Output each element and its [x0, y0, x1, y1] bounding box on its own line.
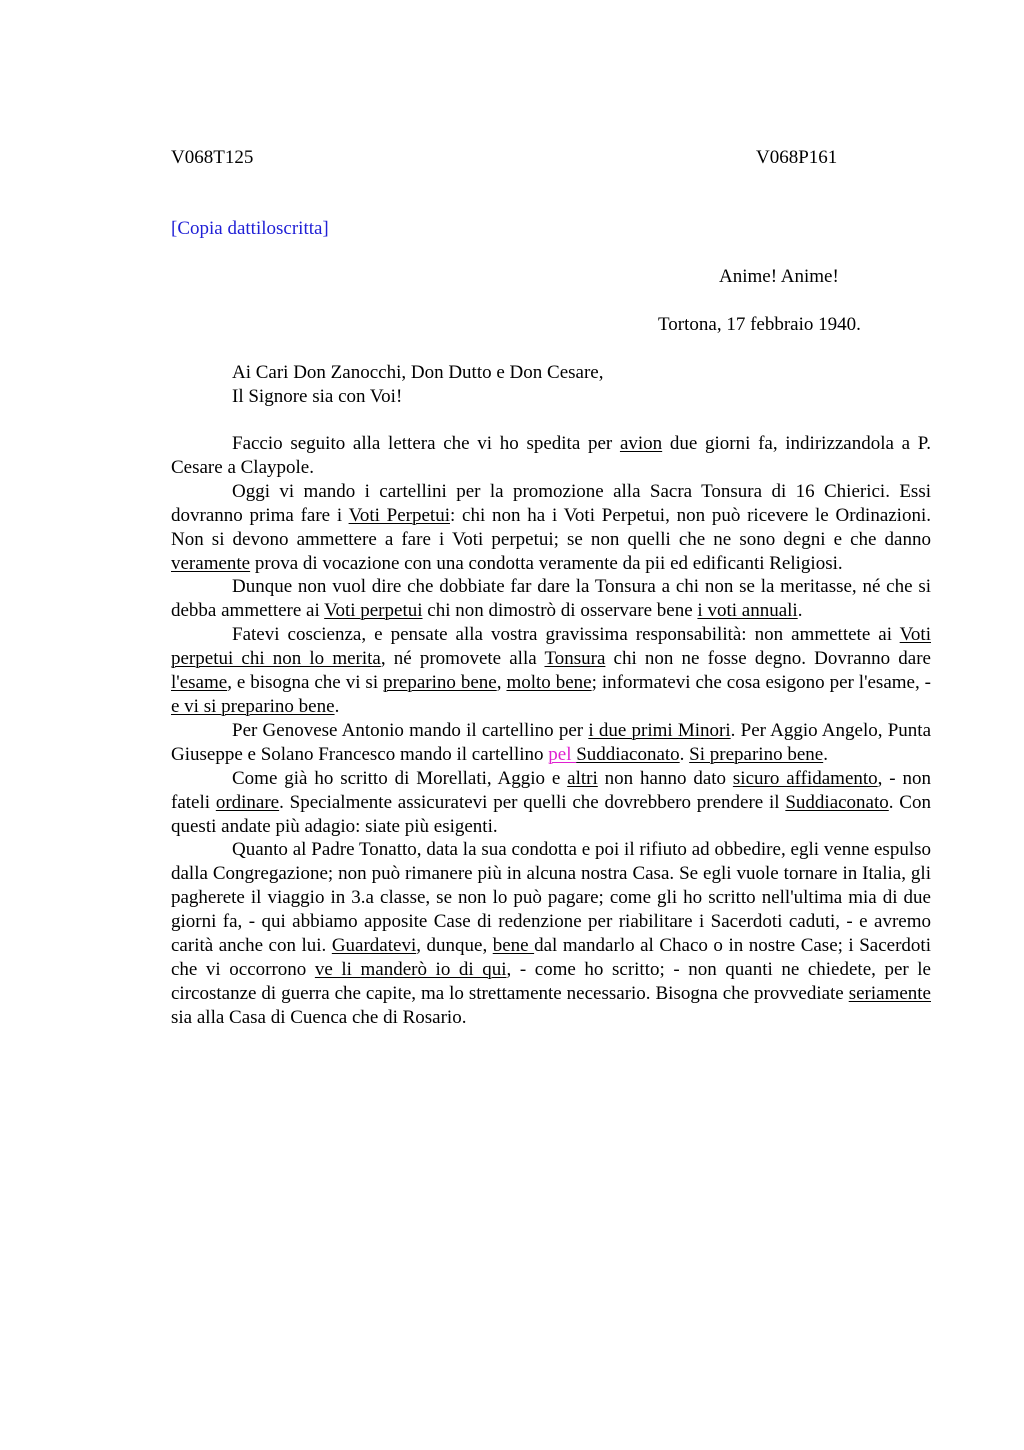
- underlined-text: Voti Perpetui: [348, 504, 450, 526]
- document-code-left: V068T125: [171, 147, 254, 168]
- document-code-right: V068P161: [756, 147, 838, 168]
- letter-paragraph: [171, 432, 931, 480]
- underlined-text: ve li manderò io di qui: [314, 958, 507, 980]
- paragraph-text: : chi non ha i Voti Perpetui, non può ricevere le Ordinazioni. Non si devono ammettere a fare i Voti perpetui; se non quelli che ne sono degni e che danno: [171, 504, 931, 550]
- letter-paragraph: [171, 767, 931, 839]
- paragraph-text: dal mandarlo al Chaco o in nostre Case; i Sacerdoti che vi occorrono: [171, 935, 931, 980]
- letter-dateline: Tortona, 17 febbraio 1940.: [658, 314, 861, 335]
- underlined-text: altri: [567, 767, 598, 789]
- underlined-text: seriamente: [848, 982, 931, 1004]
- paragraph-text: , né promovete alla: [380, 648, 545, 670]
- underlined-text: Guardatevi: [331, 935, 417, 957]
- salutation-line: Ai Cari Don Zanocchi, Don Dutto e Don Cesare,: [232, 362, 604, 383]
- underlined-text: Voti perpetui: [324, 600, 423, 622]
- paragraph-text: sia alla Casa di Cuenca che di Rosario.: [171, 1006, 467, 1028]
- paragraph-text: , - non fateli: [171, 767, 931, 813]
- letter-paragraph: [171, 838, 931, 1029]
- underlined-text: bene: [492, 935, 535, 957]
- underlined-text: Tonsura: [544, 648, 606, 670]
- paragraph-text: .: [797, 600, 803, 622]
- letter-body: [171, 432, 931, 1030]
- paragraph-text: ,: [496, 672, 507, 694]
- letter-paragraph: [171, 575, 931, 623]
- paragraph-text: .: [823, 743, 828, 765]
- underlined-text: avion: [619, 433, 663, 454]
- paragraph-text: Quanto al Padre Tonatto, data la sua condotta e poi il rifiuto ad obbedire, egli venne espulso dalla Congregazione; non può rimanere più in alcuna nostra Casa. Se egli vuole tornare in Italia, gli pagherete il viaggio in 3.a classe, se non lo può pagare; come gli ho scritto nell'ultima mia di due giorni fa, - qui abbiamo apposite Case di redenzione per riabilitare i Sacerdoti caduti, - e avremo carità anche con lui.: [171, 839, 931, 957]
- underlined-text: Suddiaconato: [785, 791, 889, 813]
- paragraph-text: Oggi vi mando i cartellini per la promozione alla Sacra Tonsura di 16 Chierici. Essi dovranno prima fare i: [171, 480, 931, 526]
- letter-paragraph: [171, 719, 931, 767]
- paragraph-text: , e bisogna che vi si: [227, 672, 384, 694]
- paragraph-text: Dunque non vuol dire che dobbiate far dare la Tonsura a chi non se la meritasse, né che si debba ammettere ai: [171, 576, 931, 622]
- paragraph-text: , dunque,: [416, 935, 493, 957]
- copy-note: [Copia dattiloscritta]: [171, 218, 329, 239]
- underlined-text: Voti perpetui chi non lo merita: [171, 624, 931, 670]
- paragraph-text: . Per Aggio Angelo, Punta Giuseppe e Solano Francesco mando il cartellino: [171, 719, 931, 765]
- paragraph-text: non hanno dato: [597, 767, 733, 789]
- underlined-text: l'esame: [171, 672, 228, 694]
- paragraph-text: , - come ho scritto; - non quanti ne chiedete, per le circostanze di guerra che capite, ma lo strettamente necessario. Bisogna che provvediate: [171, 958, 931, 1004]
- paragraph-text: . Specialmente assicuratevi per quelli che dovrebbero prendere il: [279, 791, 786, 813]
- underlined-text: ordinare: [215, 791, 280, 813]
- paragraph-text: Faccio seguito alla lettera che vi ho spedita per: [232, 433, 620, 454]
- underlined-text: i due primi Minori: [588, 719, 731, 741]
- paragraph-text: chi non ne fosse degno. Dovranno dare: [605, 648, 931, 670]
- letter-paragraph: [171, 480, 931, 576]
- underlined-text: Suddiaconato: [576, 743, 680, 765]
- paragraph-text: chi non dimostrò di osservare bene: [422, 600, 698, 622]
- paragraph-text: ; informatevi che cosa esigono per l'esame, -: [591, 672, 932, 694]
- paragraph-text: Per Genovese Antonio mando il cartellino per: [232, 719, 589, 741]
- letter-salutation: [232, 361, 603, 409]
- paragraph-text: Come già ho scritto di Morellati, Aggio e: [232, 767, 568, 789]
- underlined-text: e vi si preparino bene: [171, 695, 335, 717]
- underlined-text: molto bene: [506, 672, 592, 694]
- underlined-text: i voti annuali: [697, 600, 798, 622]
- salutation-line: Il Signore sia con Voi!: [232, 386, 403, 407]
- paragraph-text: .: [334, 695, 340, 717]
- underlined-text: veramente: [171, 552, 251, 574]
- paragraph-text: . Con questi andate più adagio: siate più esigenti.: [171, 791, 931, 837]
- paragraph-text: .: [679, 743, 690, 765]
- underlined-text: sicuro affidamento: [732, 767, 878, 789]
- paragraph-text: due giorni fa, indirizzandola a P. Cesare a Claypole.: [171, 433, 931, 478]
- underlined-text: pel: [548, 743, 577, 765]
- paragraph-text: Fatevi coscienza, e pensate alla vostra gravissima responsabilità: non ammettete ai: [232, 624, 900, 646]
- underlined-text: preparino bene: [383, 672, 497, 694]
- letter-paragraph: [171, 623, 931, 719]
- underlined-text: Si preparino bene: [689, 743, 824, 765]
- letter-motto: Anime! Anime!: [719, 266, 839, 287]
- paragraph-text: prova di vocazione con una condotta veramente da pii ed edificanti Religiosi.: [250, 552, 843, 574]
